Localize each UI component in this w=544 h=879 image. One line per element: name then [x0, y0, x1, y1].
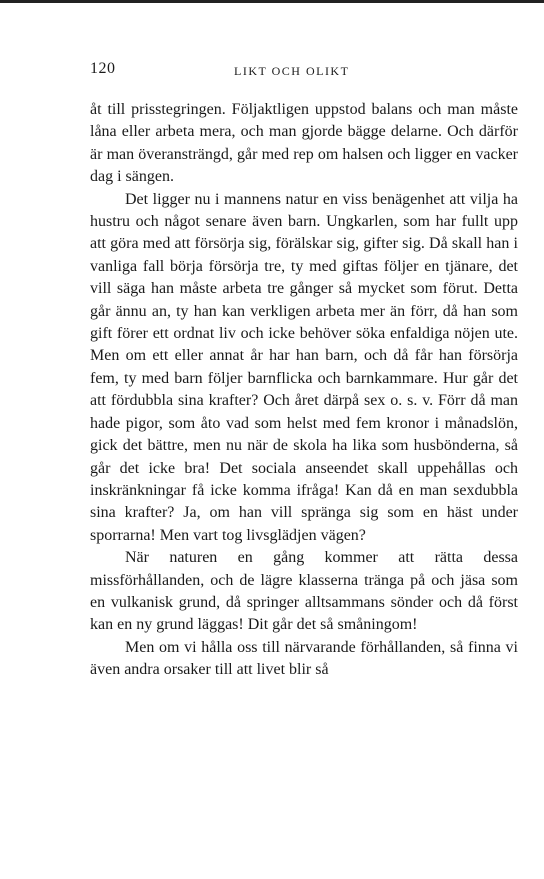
- top-border-rule: [0, 0, 544, 3]
- running-head: LIKT OCH OLIKT: [234, 64, 350, 78]
- page-number: 120: [90, 60, 116, 77]
- paragraph: Det ligger nu i mannens natur en viss benägenhet att vilja ha hustru och något senare även barn. Ungkarlen, som har fullt upp att göra med att försörja sig, förälskar sig, gifter sig. Då skall han i vanliga fall börja försörja tre, ty med giftas följer en tjänare, det vill säga han måste arbeta tre gånger så mycket som förut. Detta går ännu an, ty han kan verkligen arbeta mer än förr, då han som gift förer ett ordnat liv och icke behöver söka enfaldiga nöjen ute. Men om ett eller annat år har han barn, och då får han försörja fem, ty med barn följer barnflicka och barnkammare. Hur går det att fördubbla sina krafter? Och året därpå sex o. s. v. Förr då man hade pigor, som åto vad som helst med fem kronor i månadslön, gick det bättre, men nu när de skola ha lika som husbönderna, så går det icke bra! Det sociala anseendet skall uppehållas och inskränkningar få icke komma ifråga! Kan då en man sexdubbla sina krafter? Ja, om han vill spränga sig som en häst under sporrarna! Men vart tog livsglädjen vägen?: [90, 190, 518, 544]
- page-header: [90, 58, 518, 82]
- paragraph: Men om vi hålla oss till närvarande förhållanden, så finna vi även andra orsaker till att livet blir så: [90, 638, 518, 679]
- body-text: [90, 99, 518, 682]
- paragraph: åt till prisstegringen. Följaktligen uppstod balans och man måste låna eller arbeta mera, och man gjorde bägge delarne. Och därför är man överansträngd, går med rep om halsen och ligger en vacker dag i sängen.: [90, 101, 518, 186]
- paragraph: När naturen en gång kommer att rätta dessa missförhållanden, och de lägre klasserna tränga på och jäsa som en vulkanisk grund, då springer alltsammans sönder och då först kan en ny grund läggas! Dit går det så småningom!: [90, 549, 518, 634]
